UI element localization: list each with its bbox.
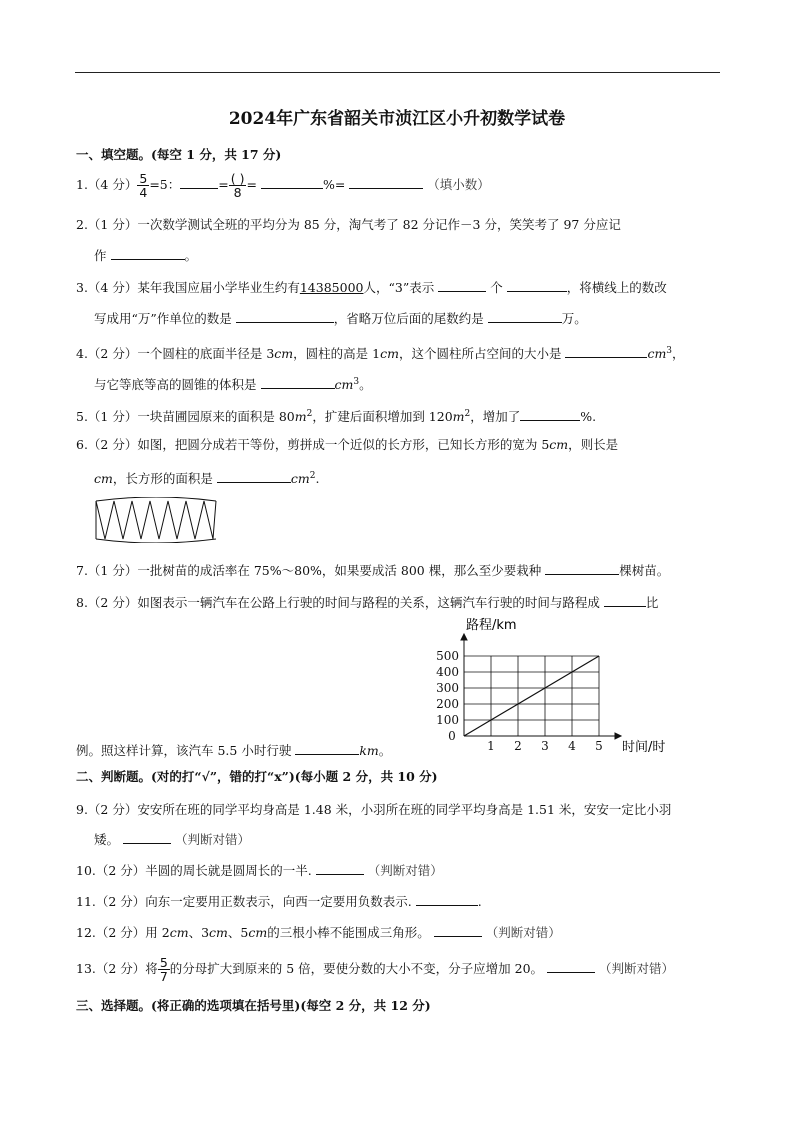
question-6-line-2: cm，长方形的面积是 $cm^2$. [94,471,320,487]
question-4-line-1: 4.（2 分）一个圆柱的底面半径是 3cm，圆柱的高是 1cm，这个圆柱所占空间的大小是 $cm^3$， [76,346,685,362]
question-4-line-2: 与它等底等高的圆锥的体积是 $cm^3$。 [94,377,372,393]
x-axis-label: 时间/时 [622,740,666,755]
q1-blank-1[interactable] [180,176,218,189]
question-8-line-2: 例。照这样计算，该汽车 5.5 小时行驶 km。 [76,743,392,758]
q3-blank-1[interactable] [438,279,486,292]
chart-series [464,656,599,736]
fraction-blank-8: $\frac{( )}{8}$ [230,171,245,200]
q3-blank-2[interactable] [507,279,567,292]
x-tick-2: 2 [514,739,522,753]
question-2-line-2: 作 。 [94,248,198,263]
question-5: 5.（1 分）一块苗圃园原来的面积是 $80m^2$，扩建后面积增加到 $120m^2$，增加了 %. [76,409,597,425]
section-2-heading: 二、判断题。(对的打“√”，错的打“x”)(每小题 2 分，共 10 分) [76,769,438,784]
q10-blank[interactable] [316,862,364,875]
header-rule [75,72,720,73]
question-3-line-1: 3.（4 分）某年我国应届小学毕业生约有14385000人，“3”表示 个 ，将横线上的数改 [76,280,667,295]
x-tick-3: 3 [541,739,549,753]
question-10: 10.（2 分）半圆的周长就是圆周长的一半. （判断对错） [76,863,443,878]
q2-blank[interactable] [111,247,185,260]
x-tick-0: 0 [448,729,456,743]
q5-blank[interactable] [520,408,580,421]
number-underlined: 14385000 [299,280,364,295]
y-tick-400: 400 [436,665,459,679]
q12-blank[interactable] [434,924,482,937]
q4-blank-1[interactable] [565,345,647,358]
series-line-distance [464,656,599,736]
q4-blank-2[interactable] [261,376,335,389]
x-axis-arrow [615,733,621,739]
figure-sector-zigzag [96,501,216,539]
distance-time-chart [420,612,700,758]
question-7: 7.（1 分）一批树苗的成活率在 75%～80%，如果要成活 800 棵，那么至少要栽种 棵树苗。 [76,563,670,578]
q6-blank[interactable] [217,470,291,483]
y-tick-200: 200 [436,697,459,711]
y-axis-label: 路程/km [466,618,517,633]
section-3-heading: 三、选择题。(将正确的选项填在括号里)(每空 2 分，共 12 分) [76,998,431,1013]
y-axis-arrow [461,634,467,640]
question-11: 11.（2 分）向东一定要用正数表示，向西一定要用负数表示. . [76,894,482,909]
question-2-line-1: 2.（1 分）一次数学测试全班的平均分为 85 分，淘气考了 82 分记作－3 分，笑笑考了 97 分应记 [76,217,621,232]
section-1-heading: 一、填空题。(每空 1 分，共 17 分) [76,147,282,162]
figure-bottom-arc [96,539,216,543]
figure-top-arc [96,497,216,501]
question-8-line-1: 8.（2 分）如图表示一辆汽车在公路上行驶的时间与路程的关系，这辆汽车行驶的时间与路程成 比 [76,595,659,610]
fraction-5-4: $\frac{5}{4}$ [139,171,148,200]
question-13: 13.（2 分）将 $\frac{5}{7}$ 的分母扩大到原来的 5 倍，要使分数的大小不变，分子应增加 20。 （判断对错） [76,955,675,984]
question-6-line-1: 6.（2 分）如图，把圆分成若干等份，剪拼成一个近似的长方形，已知长方形的宽为 5cm，则长是 [76,437,619,452]
page-title: 2024年广东省韶关市浈江区小升初数学试卷 [228,109,566,129]
question-9-line-2: 矮。 （判断对错） [94,832,250,847]
question-9-line-1: 9.（2 分）安安所在班的同学平均身高是 1.48 米，小羽所在班的同学平均身高是 1.51 米，安安一定比小羽 [76,802,672,817]
q1-blank-3[interactable] [349,176,423,189]
y-tick-100: 100 [436,713,459,727]
question-12: 12.（2 分）用 2cm、3cm、5cm的三根小棒不能围成三角形。 （判断对错） [76,925,561,940]
x-tick-5: 5 [595,739,603,753]
chart-tick-labels [436,649,603,753]
y-tick-500: 500 [436,649,459,663]
q8-blank-2[interactable] [295,742,359,755]
q1-blank-2[interactable] [261,176,323,189]
question-1: 1.（4 分） $\frac{5}{4}$ =5： = $\frac{( )}{8}$ = %= （填小数） [76,171,490,200]
q3-blank-4[interactable] [488,310,562,323]
q8-blank-1[interactable] [604,594,646,607]
q7-blank[interactable] [545,562,619,575]
q13-blank[interactable] [547,960,595,973]
q9-blank[interactable] [123,831,171,844]
y-tick-300: 300 [436,681,459,695]
x-tick-1: 1 [487,739,495,753]
q11-blank[interactable] [416,893,478,906]
rearranged-circle-figure [92,497,222,543]
fraction-5-7: $\frac{5}{7}$ [159,955,168,984]
x-tick-4: 4 [568,739,576,753]
q3-blank-3[interactable] [236,310,334,323]
question-3-line-2: 写成用“万”作单位的数是 ，省略万位后面的尾数约是 万。 [94,311,587,326]
